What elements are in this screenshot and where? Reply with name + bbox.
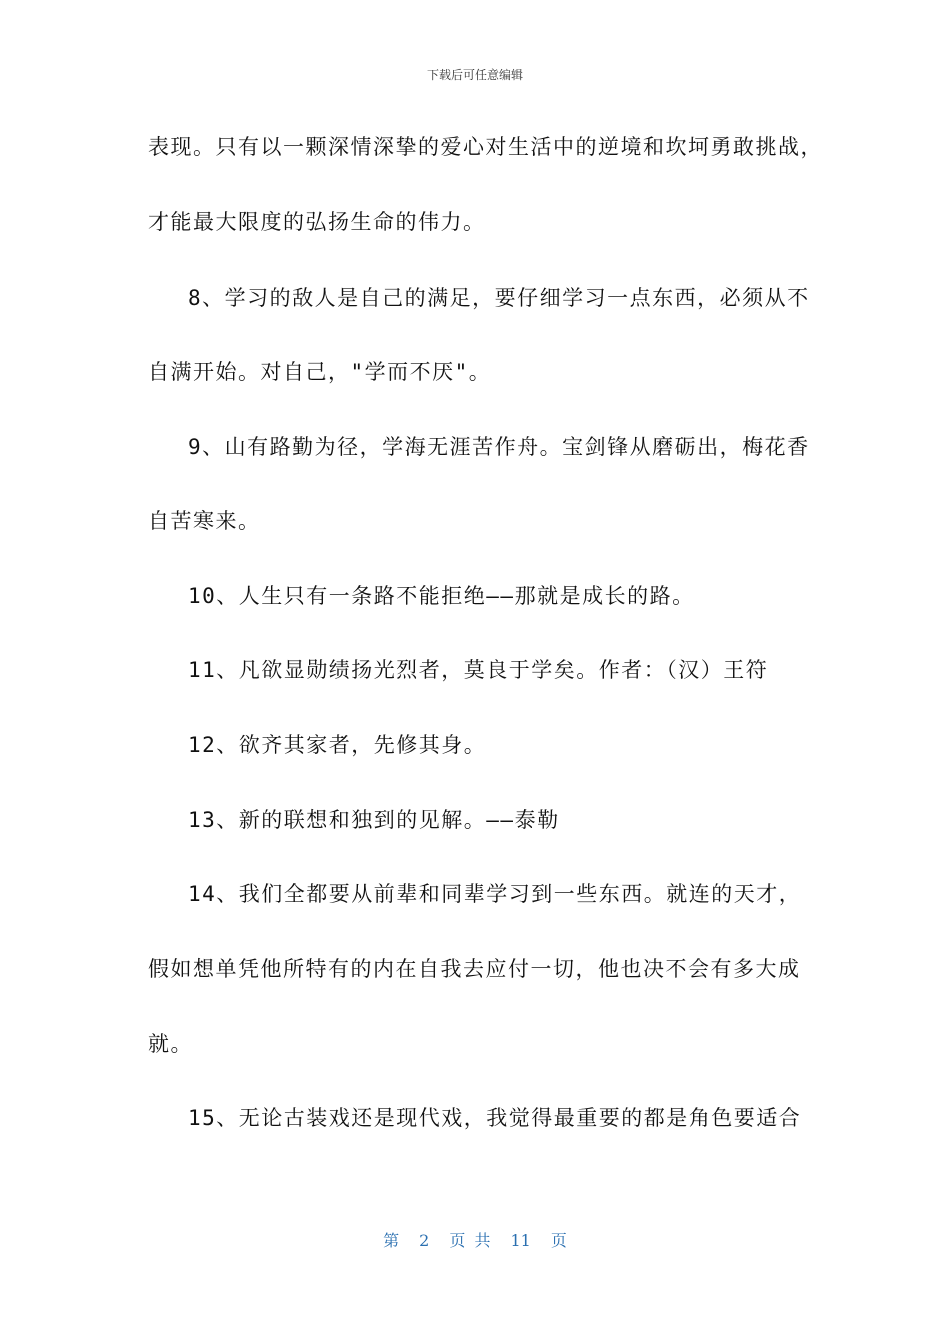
text-line: 14、我们全都要从前辈和同辈学习到一些东西。就连的天才， bbox=[188, 882, 802, 906]
text-line: 13、新的联想和独到的见解。——泰勒 bbox=[188, 808, 560, 832]
text-line: 表现。只有以一颗深情深挚的爱心对生活中的逆境和坎坷勇敢挑战， bbox=[148, 135, 823, 159]
text-line: 10、人生只有一条路不能拒绝——那就是成长的路。 bbox=[188, 584, 695, 608]
page-footer bbox=[0, 1228, 950, 1251]
text-line: 9、山有路勤为径，学海无涯苦作舟。宝剑锋从磨砺出，梅花香 bbox=[188, 435, 810, 459]
footer-page-number: 2 bbox=[419, 1231, 430, 1250]
text-line: 假如想单凭他所特有的内在自我去应付一切，他也决不会有多大成 bbox=[148, 957, 801, 981]
text-line: 15、无论古装戏还是现代戏，我觉得最重要的都是角色要适合 bbox=[188, 1106, 802, 1130]
text-line: 就。 bbox=[148, 1032, 193, 1056]
text-line: 自苦寒来。 bbox=[148, 509, 261, 533]
footer-middle: 页 共 bbox=[449, 1231, 491, 1250]
footer-suffix: 页 bbox=[550, 1231, 567, 1250]
text-line: 11、凡欲显勋绩扬光烈者，莫良于学矣。作者：（汉）王符 bbox=[188, 658, 769, 682]
text-line: 12、欲齐其家者，先修其身。 bbox=[188, 733, 487, 757]
footer-prefix: 第 bbox=[383, 1231, 400, 1250]
text-line: 自满开始。对自己，"学而不厌"。 bbox=[148, 360, 492, 384]
text-line: 8、学习的敌人是自己的满足，要仔细学习一点东西，必须从不 bbox=[188, 286, 810, 310]
text-line: 才能最大限度的弘扬生命的伟力。 bbox=[148, 210, 486, 234]
page-header: 下载后可任意编辑 bbox=[426, 68, 523, 82]
footer-total-pages: 11 bbox=[510, 1231, 531, 1250]
